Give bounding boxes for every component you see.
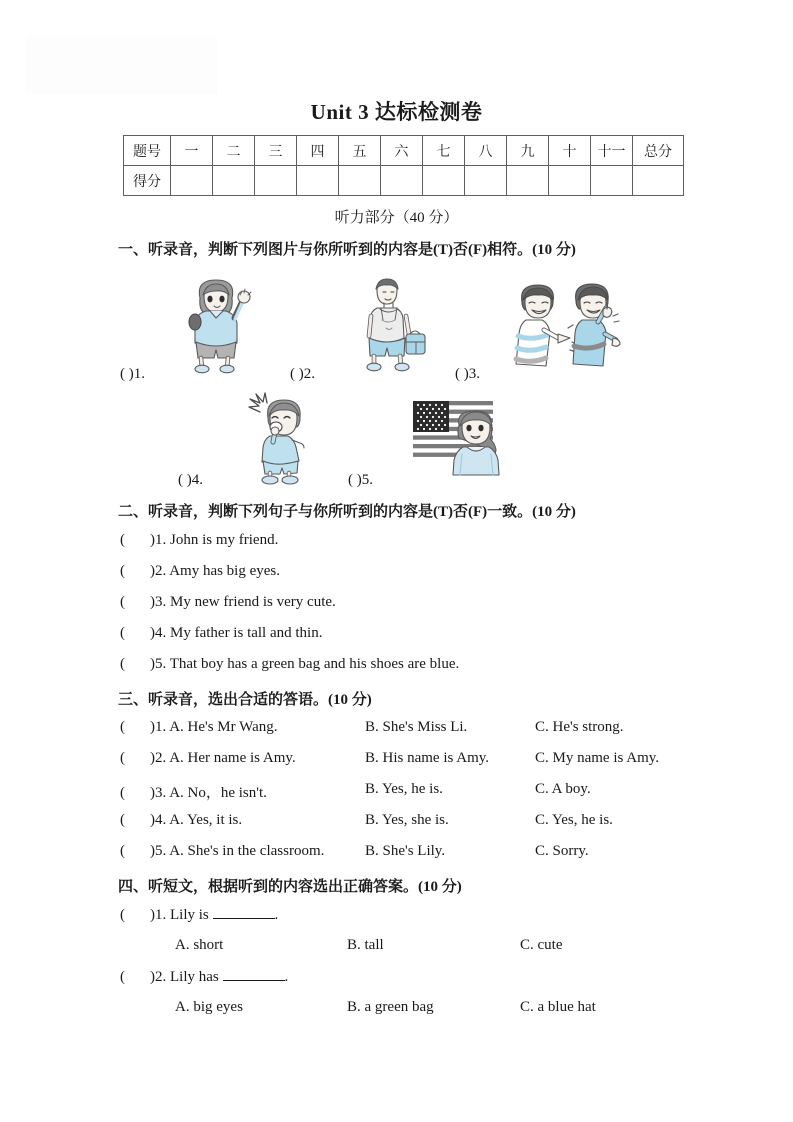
col-8: 八	[465, 136, 507, 166]
question-3-2-prefix: ( )2. A. Her name is Amy.	[120, 750, 296, 766]
score-cell-10[interactable]	[549, 166, 591, 196]
question-4-1[interactable]: ( )1. Lily is .	[120, 907, 279, 923]
question-number-3-3: 3.	[155, 785, 167, 801]
score-cell-7[interactable]	[423, 166, 465, 196]
score-cell-1[interactable]	[171, 166, 213, 196]
col-4: 四	[297, 136, 339, 166]
answer-blank-4-1[interactable]: (	[120, 907, 125, 923]
row-label-score: 得分	[124, 166, 171, 196]
question-stem-4-2: Lily has	[170, 969, 223, 985]
illustration-man-with-bag	[350, 276, 428, 373]
answer-close-2-3: )	[150, 594, 155, 610]
question-number-3-1: 1.	[155, 719, 167, 735]
table-row-scores	[124, 166, 684, 196]
question-3-4-prefix: ( )4. A. Yes, it is.	[120, 812, 243, 828]
question-number-2-2: 2.	[155, 563, 167, 579]
picture-label-3: ( )3.	[455, 366, 480, 382]
question-2-1[interactable]	[120, 532, 278, 549]
answer-blank-2-1[interactable]: (	[120, 532, 125, 548]
question-number-3-4: 4.	[155, 812, 167, 828]
answer-blank-3-1[interactable]: (	[120, 719, 125, 735]
col-10: 十	[549, 136, 591, 166]
picture-label-5: ( )5.	[348, 472, 373, 488]
question-stem-4-1: Lily is	[170, 907, 213, 923]
score-table	[123, 135, 684, 196]
option-b-3-1[interactable]: B. She's Miss Li.	[365, 719, 468, 735]
answer-blank-2-3[interactable]: (	[120, 594, 125, 610]
col-total: 总分	[633, 136, 684, 166]
question-text-2-4: My father is tall and thin.	[170, 625, 323, 641]
answer-close-2-1: )	[150, 532, 155, 548]
watermark-block	[26, 36, 217, 94]
option-c-3-1[interactable]: C. He's strong.	[535, 719, 624, 735]
answer-blank-2-4[interactable]: (	[120, 625, 125, 641]
question-3-5-prefix: ( )5. A. She's in the classroom.	[120, 843, 325, 859]
illustration-girl-with-usa-flag	[411, 399, 507, 477]
answer-close-2-4: )	[150, 625, 155, 641]
score-cell-8[interactable]	[465, 166, 507, 196]
question-4-2[interactable]: ( )2. Lily has .	[120, 969, 289, 985]
option-c-3-5[interactable]: C. Sorry.	[535, 843, 589, 859]
fill-blank-4-1[interactable]	[213, 906, 275, 919]
option-c-3-3[interactable]: C. A boy.	[535, 781, 591, 797]
question-number-4-1: 1.	[155, 907, 167, 923]
option-b-3-4[interactable]: B. Yes, she is.	[365, 812, 449, 828]
question-text-2-2: Amy has big eyes.	[169, 563, 281, 579]
question-text-2-1: John is my friend.	[170, 532, 279, 548]
col-11: 十一	[591, 136, 633, 166]
option-c-4-1[interactable]: C. cute	[520, 937, 563, 953]
answer-blank-2-2[interactable]: (	[120, 563, 125, 579]
score-cell-11[interactable]	[591, 166, 633, 196]
listening-part-heading: 听力部分（40 分）	[334, 210, 459, 226]
illustration-two-boys-pointing	[510, 280, 620, 370]
question-2-4[interactable]	[120, 625, 322, 642]
col-6: 六	[381, 136, 423, 166]
score-cell-2[interactable]	[213, 166, 255, 196]
option-c-3-2[interactable]: C. My name is Amy.	[535, 750, 660, 766]
score-cell-9[interactable]	[507, 166, 549, 196]
answer-blank-3-3[interactable]: (	[120, 785, 125, 801]
illustration-boy-shouting	[246, 396, 318, 478]
answer-close-2-2: )	[150, 563, 155, 579]
question-2-5[interactable]	[120, 656, 459, 673]
section-3-heading: 三、听录音，选出合适的答语。(10 分)	[118, 692, 372, 708]
option-a-3-3[interactable]: A. No，he isn't.	[169, 785, 267, 801]
col-5: 五	[339, 136, 381, 166]
col-7: 七	[423, 136, 465, 166]
picture-label-2: ( )2.	[290, 366, 315, 382]
option-a-3-4[interactable]: A. Yes, it is.	[169, 812, 243, 828]
illustration-girl-waving	[178, 278, 256, 373]
answer-blank-2-5[interactable]: (	[120, 656, 125, 672]
option-b-3-5[interactable]: B. She's Lily.	[365, 843, 446, 859]
question-3-1-prefix: ( )1. A. He's Mr Wang.	[120, 719, 278, 735]
col-9: 九	[507, 136, 549, 166]
answer-blank-4-2[interactable]: (	[120, 969, 125, 985]
section-4-heading: 四、听短文，根据听到的内容选出正确答案。(10 分)	[118, 879, 462, 895]
option-a-4-2[interactable]: A. big eyes	[175, 999, 243, 1015]
question-text-2-3: My new friend is very cute.	[170, 594, 336, 610]
question-number-4-2: 2.	[155, 969, 167, 985]
section-2-heading: 二、听录音，判断下列句子与你所听到的内容是(T)否(F)一致。(10 分)	[118, 504, 576, 520]
picture-label-1: ( )1.	[120, 366, 145, 382]
question-number-3-2: 2.	[155, 750, 167, 766]
score-cell-3[interactable]	[255, 166, 297, 196]
section-1-heading: 一、听录音，判断下列图片与你所听到的内容是(T)否(F)相符。(10 分)	[118, 242, 576, 258]
answer-blank-3-5[interactable]: (	[120, 843, 125, 859]
option-a-3-2[interactable]: A. Her name is Amy.	[169, 750, 296, 766]
question-3-3-prefix: ( )3. A. No，he isn't.	[120, 785, 267, 801]
col-2: 二	[213, 136, 255, 166]
question-number-2-1: 1.	[155, 532, 167, 548]
option-a-3-5[interactable]: A. She's in the classroom.	[169, 843, 325, 859]
question-number-2-5: 5.	[155, 656, 167, 672]
question-2-2[interactable]	[120, 563, 280, 580]
score-cell-6[interactable]	[381, 166, 423, 196]
option-c-3-4[interactable]: C. Yes, he is.	[535, 812, 613, 828]
question-number-2-3: 3.	[155, 594, 167, 610]
answer-blank-3-2[interactable]: (	[120, 750, 125, 766]
question-number-2-4: 4.	[155, 625, 167, 641]
page-title: Unit 3 达标检测卷	[310, 100, 483, 124]
option-b-3-2[interactable]: B. His name is Amy.	[365, 750, 490, 766]
col-1: 一	[171, 136, 213, 166]
question-2-3[interactable]	[120, 594, 336, 611]
score-cell-5[interactable]	[339, 166, 381, 196]
option-c-4-2[interactable]: C. a blue hat	[520, 999, 596, 1015]
option-b-4-2[interactable]: B. a green bag	[347, 999, 434, 1015]
score-cell-total[interactable]	[633, 166, 684, 196]
col-3: 三	[255, 136, 297, 166]
question-text-2-5: That boy has a green bag and his shoes are blue.	[169, 656, 460, 672]
option-a-4-1[interactable]: A. short	[175, 937, 224, 953]
question-stem-end-4-1: .	[274, 907, 279, 923]
answer-blank-3-4[interactable]: (	[120, 812, 125, 828]
score-cell-4[interactable]	[297, 166, 339, 196]
row-label-question-no: 题号	[124, 136, 171, 166]
option-b-3-3[interactable]: B. Yes, he is.	[365, 781, 443, 797]
picture-label-4: ( )4.	[178, 472, 203, 488]
question-stem-end-4-2: .	[284, 969, 289, 985]
option-b-4-1[interactable]: B. tall	[347, 937, 384, 953]
option-a-3-1[interactable]: A. He's Mr Wang.	[169, 719, 278, 735]
table-row-header	[124, 136, 684, 166]
fill-blank-4-2[interactable]	[223, 968, 285, 981]
answer-close-2-5: )	[150, 656, 155, 672]
question-number-3-5: 5.	[155, 843, 167, 859]
